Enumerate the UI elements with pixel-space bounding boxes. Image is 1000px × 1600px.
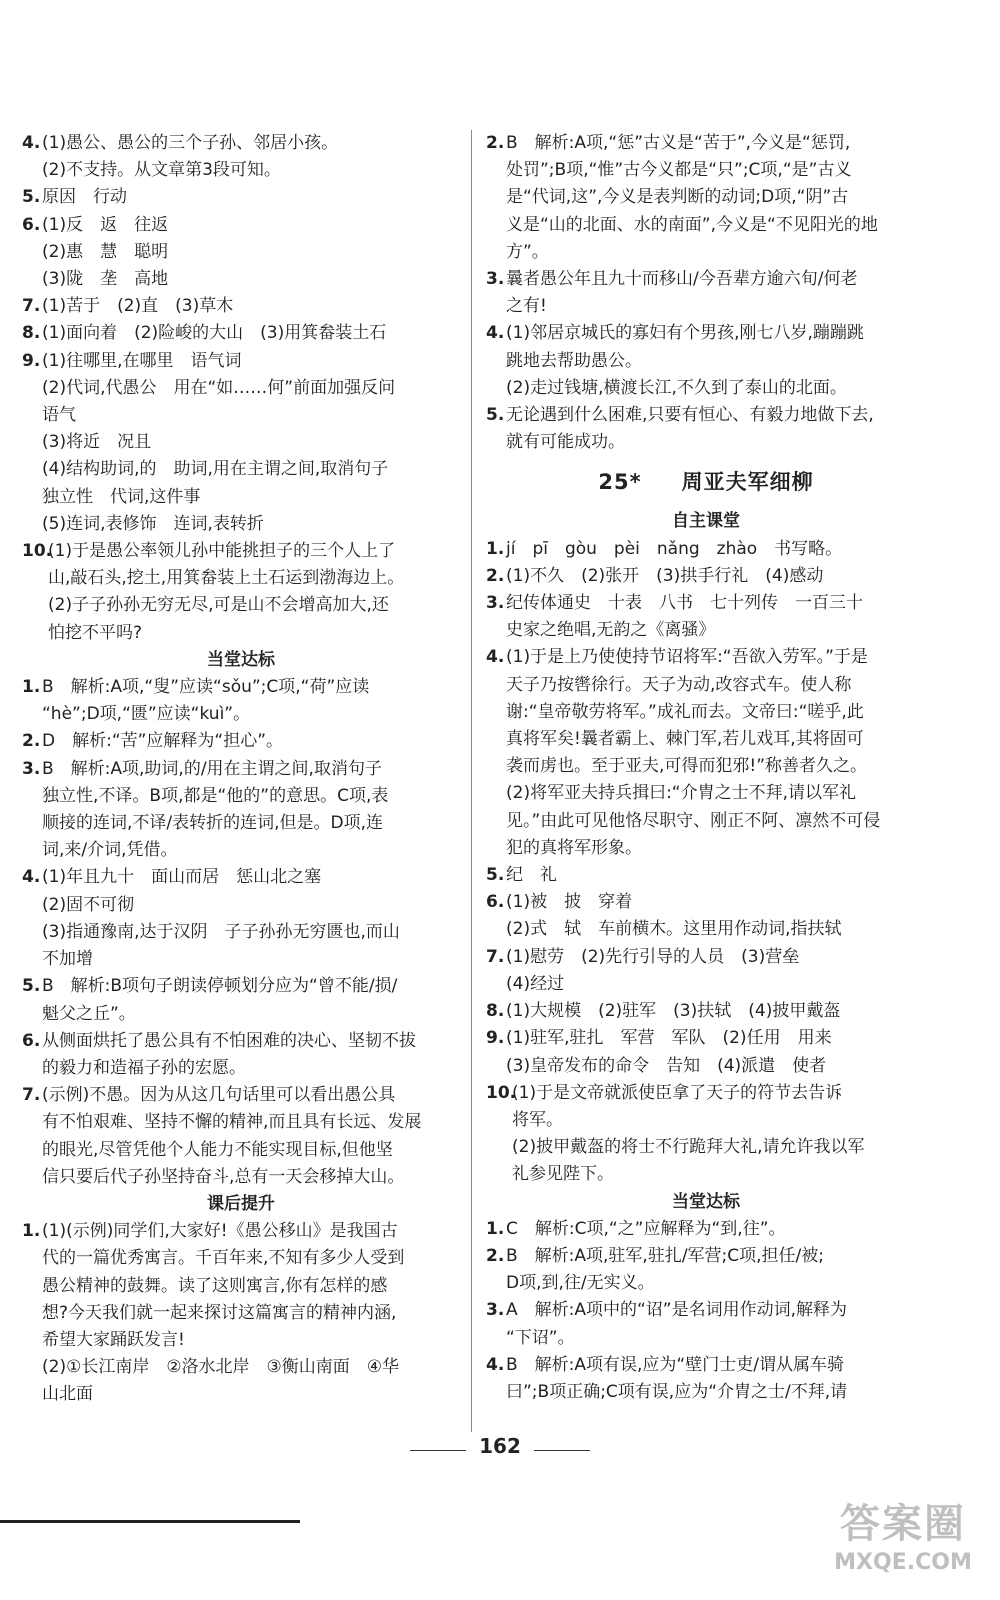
right-items-group-2	[486, 536, 926, 1189]
answer-line: 无论遇到什么困难,只要有恒心、有毅力地做下去,	[506, 405, 874, 426]
watermark-url: MXQE.COM	[834, 1550, 972, 1575]
item-number: 3.	[486, 269, 505, 290]
item-number: 1.	[22, 677, 41, 698]
item-number: 7.	[486, 946, 505, 967]
answer-line: (1)被 披 穿着	[506, 892, 633, 913]
answer-line: jí pī gòu pèi nǎng zhào 书写略。	[506, 538, 843, 559]
item-number: 3.	[486, 1300, 505, 1321]
answer-line: (4)经过	[506, 973, 565, 994]
answer-line: 有不怕艰难、坚持不懈的精神,而且具有长远、发展	[42, 1112, 422, 1133]
answer-line: (1)邻居京城氏的寡妇有个男孩,刚七八岁,蹦蹦跳	[506, 323, 864, 344]
item-number: 4.	[22, 133, 41, 153]
answer-line: 处罚”;B项,“惟”古今义都是“只”;C项,“是”古义	[506, 160, 852, 181]
item-number: 6.	[486, 892, 505, 913]
item-number: 6.	[22, 214, 41, 235]
answer-line: (1)年且九十 面山而居 惩山北之塞	[42, 867, 322, 888]
answer-line: (2)将军亚夫持兵揖曰:“介胄之士不拜,请以军礼	[506, 783, 857, 804]
answer-line: 就有可能成功。	[506, 432, 625, 453]
answer-line: 天子乃按辔徐行。天子为动,改容式车。使人称	[506, 674, 852, 695]
answer-line: (1)反 返 往返	[42, 214, 169, 235]
answer-line: (3)陇 垄 高地	[42, 269, 169, 290]
answer-item	[486, 320, 926, 402]
answer-item	[486, 130, 926, 266]
answer-line: A 解析:A项中的“诏”是名词用作动词,解释为	[506, 1300, 848, 1321]
answer-line: 代的一篇优秀寓言。千百年来,不知有多少人受到	[42, 1248, 405, 1269]
answer-item	[22, 973, 460, 1027]
answer-line: (2)①长江南岸 ②洛水北岸 ③衡山南面 ④华	[42, 1357, 400, 1378]
answer-line: 之有!	[506, 296, 547, 317]
answer-item	[486, 998, 926, 1025]
answer-item	[22, 1082, 460, 1191]
item-number: 5.	[486, 405, 505, 426]
item-number: 2.	[22, 731, 41, 752]
answer-line: (1)苦于 (2)直 (3)草木	[42, 296, 234, 317]
answer-line: 怕挖不平吗?	[48, 622, 143, 643]
answer-line: 纪传体通史 十表 八书 七十列传 一百三十	[506, 593, 863, 614]
answer-item	[486, 590, 926, 644]
answer-line: (3)指通豫南,达于汉阴 子子孙孙无穷匮也,而山	[42, 921, 400, 942]
answer-line: 语气	[42, 405, 76, 426]
watermark-logo: 答案圈	[840, 1501, 966, 1547]
item-number: 4.	[486, 647, 505, 668]
section-heading-dangtang-dabiao: 当堂达标	[207, 649, 275, 670]
answer-line: 方”。	[506, 241, 549, 262]
answer-line: “hè”;D项,“匮”应读“kuì”。	[42, 704, 251, 725]
item-number: 4.	[486, 323, 505, 344]
answer-line: 的毅力和造福子孙的宏愿。	[42, 1057, 246, 1078]
answer-line: 想?今天我们就一起来探讨这篇寓言的精神内涵,	[42, 1302, 397, 1323]
lesson-title	[486, 456, 926, 508]
answer-line: 礼参见陛下。	[512, 1164, 614, 1185]
answer-line: 魁父之丘”。	[42, 1003, 136, 1024]
answer-line: “下诏”。	[506, 1327, 575, 1348]
item-number: 7.	[22, 1085, 41, 1106]
answer-item	[22, 293, 460, 320]
answer-item	[486, 1243, 926, 1297]
answer-item	[22, 1028, 460, 1082]
answer-line: 真将军矣!曩者霸上、棘门军,若儿戏耳,其将固可	[506, 729, 864, 750]
answer-line: (1)慰劳 (2)先行引导的人员 (3)营垒	[506, 946, 800, 967]
answer-line: 不加增	[42, 949, 93, 970]
item-number: 2.	[486, 565, 505, 586]
answer-item	[22, 320, 460, 347]
answer-line: (1)愚公、愚公的三个子孙、邻居小孩。	[42, 133, 339, 153]
answer-line: (5)连词,表修饰 连词,表转折	[42, 513, 264, 534]
page-footer	[0, 1428, 1000, 1468]
footer-rule-right	[534, 1450, 590, 1451]
answer-line: 从侧面烘托了愚公具有不怕困难的决心、坚韧不拔	[42, 1030, 416, 1051]
answer-line: 愚公精神的鼓舞。读了这则寓言,你有怎样的感	[42, 1275, 388, 1296]
answer-item	[22, 348, 460, 538]
answer-line: (1)不久 (2)张开 (3)拱手行礼 (4)感动	[506, 565, 824, 586]
answer-line: (2)惠 慧 聪明	[42, 241, 169, 262]
answer-line: B 解析:B项句子朗读停顿划分应为“曾不能/损/	[42, 976, 398, 997]
answer-item	[486, 1080, 926, 1189]
answer-line: 义是“山的北面、水的南面”,今义是“不见阳光的地	[506, 214, 878, 235]
left-items-group-3	[22, 1218, 460, 1408]
lesson-name: 周亚夫军细柳	[681, 470, 814, 495]
watermark	[824, 1500, 982, 1596]
answer-item	[486, 1352, 926, 1406]
answer-line: 见。”由此可见他恪尽职守、刚正不阿、凛然不可侵	[506, 810, 881, 831]
lesson-number: 25*	[598, 470, 642, 495]
answer-line: B 解析:A项,助词,的/用在主谓之间,取消句子	[42, 758, 382, 779]
answer-item	[486, 266, 926, 320]
answer-line: 顺接的连词,不译/表转折的连词,但是。D项,连	[42, 813, 384, 834]
right-column	[486, 130, 926, 1406]
answer-item	[22, 130, 460, 184]
left-items-group-1	[22, 130, 460, 647]
item-number: 1.	[486, 1218, 505, 1239]
item-number: 9.	[486, 1028, 505, 1049]
answer-item	[486, 944, 926, 998]
item-number: 5.	[486, 865, 505, 886]
answer-line: B 解析:A项,驻军,驻扎/军营;C项,担任/被;	[506, 1245, 825, 1266]
bottom-rule	[0, 1520, 300, 1523]
answer-line: 曩者愚公年且九十而移山/今吾辈方逾六旬/何老	[506, 269, 858, 290]
answer-line: C 解析:C项,“之”应解释为“到,往”。	[506, 1218, 786, 1239]
footer-rule-left	[410, 1450, 466, 1451]
answer-item	[22, 756, 460, 865]
answer-line: 将军。	[512, 1109, 563, 1130]
item-number: 6.	[22, 1030, 41, 1051]
answer-line: (1)面向着 (2)险峻的大山 (3)用箕畚装土石	[42, 323, 387, 344]
answer-item	[22, 1218, 460, 1408]
right-items-group-1	[486, 130, 926, 456]
left-items-group-2	[22, 674, 460, 1191]
answer-item	[486, 402, 926, 456]
answer-line: (2)代词,代愚公 用在“如……何”前面加强反问	[42, 377, 396, 398]
answer-line: 原因 行动	[42, 187, 127, 208]
answer-item	[486, 536, 926, 563]
answer-line: (3)皇帝发布的命令 告知 (4)派遣 使者	[506, 1055, 827, 1076]
item-number: 7.	[22, 296, 41, 317]
item-number: 3.	[486, 593, 505, 614]
answer-item	[22, 864, 460, 973]
answer-line: 纪 礼	[506, 865, 557, 886]
item-number: 3.	[22, 758, 41, 779]
section-heading-dangtang-dabiao: 当堂达标	[672, 1191, 740, 1212]
answer-line: (1)(示例)同学们,大家好!《愚公移山》是我国古	[42, 1221, 398, 1242]
answer-item	[22, 674, 460, 728]
item-number: 8.	[22, 323, 41, 344]
answer-line: B 解析:A项,“叟”应读“sǒu”;C项,“荷”应读	[42, 677, 370, 698]
answer-line: 信只要后代子孙坚持奋斗,总有一天会移掉大山。	[42, 1166, 405, 1187]
answer-item	[486, 889, 926, 943]
item-number: 8.	[486, 1001, 505, 1022]
item-number: 5.	[22, 187, 41, 208]
answer-line: 独立性,不译。B项,都是“他的”的意思。C项,表	[42, 785, 389, 806]
answer-item	[486, 1025, 926, 1079]
item-number: 5.	[22, 976, 41, 997]
answer-line: (2)走过钱塘,横渡长江,不久到了泰山的北面。	[506, 377, 847, 398]
answer-line: 山,敲石头,挖土,用箕畚装上土石运到渤海边上。	[48, 568, 405, 589]
answer-line: (2)固不可彻	[42, 894, 135, 915]
answer-item	[22, 728, 460, 755]
answer-line: (2)子子孙孙无穷无尽,可是山不会增高加大,还	[48, 595, 389, 616]
answer-line: (示例)不愚。因为从这几句话里可以看出愚公具	[42, 1085, 396, 1106]
answer-line: (1)大规模 (2)驻军 (3)扶轼 (4)披甲戴盔	[506, 1001, 841, 1022]
answer-line: 的眼光,尽管凭他个人能力不能实现目标,但他坚	[42, 1139, 393, 1160]
column-divider	[471, 130, 472, 1432]
item-number: 10.	[486, 1082, 517, 1103]
answer-item	[22, 184, 460, 211]
right-items-group-3	[486, 1216, 926, 1406]
answer-line: (1)于是文帝就派使臣拿了天子的符节去告诉	[512, 1082, 843, 1103]
answer-line: (1)于是上乃使使持节诏将军:“吾欲入劳军。”于是	[506, 647, 868, 668]
answer-item	[486, 1216, 926, 1243]
section-heading-kehou-tisheng: 课后提升	[207, 1193, 275, 1214]
section-heading-zizhu-ketang: 自主课堂	[672, 511, 740, 532]
answer-line: B 解析:A项有误,应为“壁门士吏/谓从属车骑	[506, 1354, 844, 1375]
item-number: 1.	[486, 538, 505, 559]
item-number: 2.	[486, 1245, 505, 1266]
answer-line: (2)不支持。从文章第3段可知。	[42, 160, 281, 181]
answer-line: (3)将近 况且	[42, 432, 152, 453]
answer-line: 犯的真将军形象。	[506, 837, 642, 858]
item-number: 4.	[486, 1354, 505, 1375]
answer-line: (1)往哪里,在哪里 语气词	[42, 350, 242, 371]
answer-line: 词,来/介词,凭借。	[42, 840, 178, 861]
item-number: 1.	[22, 1221, 41, 1242]
answer-line: 是“代词,这”,今义是表判断的动词;D项,“阴”古	[506, 187, 849, 208]
answer-item	[22, 538, 460, 647]
answer-line: (4)结构助词,的 助词,用在主谓之间,取消句子	[42, 459, 389, 480]
item-number: 2.	[486, 133, 505, 153]
answer-line: (2)披甲戴盔的将士不行跪拜大礼,请允许我以军	[512, 1137, 865, 1158]
page-number: 162	[479, 1434, 521, 1458]
answer-line: B 解析:A项,“惩”古义是“苦于”,今义是“惩罚,	[506, 133, 851, 153]
answer-line: 希望大家踊跃发言!	[42, 1329, 185, 1350]
answer-line: (1)于是愚公率领儿孙中能挑担子的三个人上了	[48, 541, 396, 562]
answer-item	[486, 862, 926, 889]
answer-line: D项,到,往/无实义。	[506, 1273, 655, 1294]
answer-item	[22, 212, 460, 294]
answer-line: 山北面	[42, 1384, 93, 1405]
item-number: 9.	[22, 350, 41, 371]
answer-item	[486, 1297, 926, 1351]
answer-line: 曰”;B项正确;C项有误,应为“介胄之士/不拜,请	[506, 1381, 848, 1402]
answer-line: (2)式 轼 车前横木。这里用作动词,指扶轼	[506, 919, 842, 940]
answer-line: (1)驻军,驻扎 军营 军队 (2)任用 用来	[506, 1028, 832, 1049]
item-number: 4.	[22, 867, 41, 888]
left-column	[22, 130, 460, 1409]
answer-item	[486, 563, 926, 590]
answer-line: 袭而虏也。至于亚夫,可得而犯邪!”称善者久之。	[506, 756, 868, 777]
answer-item	[486, 644, 926, 862]
answer-line: 史家之绝唱,无韵之《离骚》	[506, 620, 716, 641]
answer-line: 跳地去帮助愚公。	[506, 350, 642, 371]
answer-line: D 解析:“苦”应解释为“担心”。	[42, 731, 284, 752]
item-number: 10.	[22, 541, 53, 562]
answer-line: 谢:“皇帝敬劳将军。”成礼而去。文帝曰:“嗟乎,此	[506, 701, 864, 722]
answer-line: 独立性 代词,这件事	[42, 486, 201, 507]
